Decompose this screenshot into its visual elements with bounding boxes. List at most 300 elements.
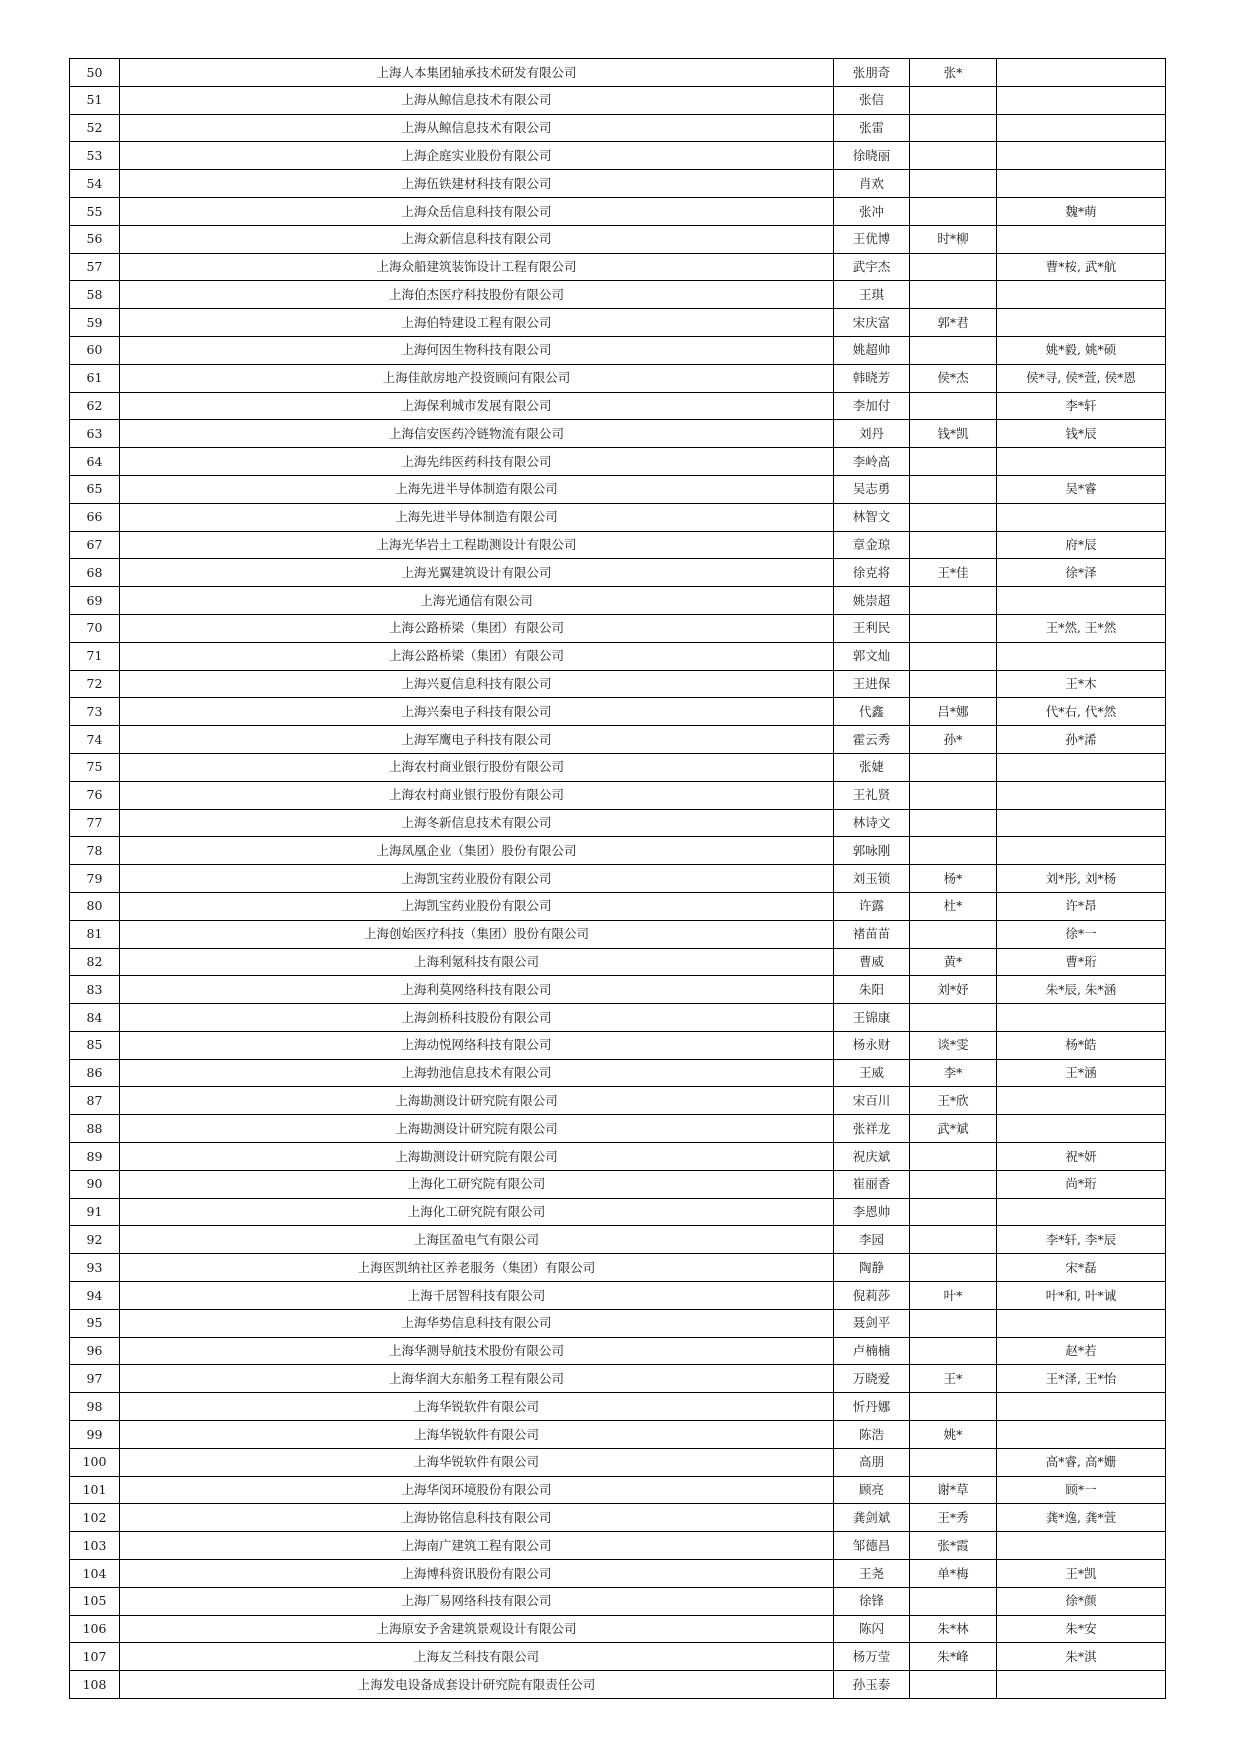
table-row <box>70 1615 1166 1643</box>
row-number: 53 <box>70 142 120 170</box>
table-row <box>70 948 1166 976</box>
row-number: 71 <box>70 642 120 670</box>
company-name: 上海先纬医药科技有限公司 <box>120 448 834 476</box>
spouse-name <box>910 1254 997 1282</box>
company-name: 上海人本集团轴承技术研发有限公司 <box>120 59 834 87</box>
children-names <box>997 59 1166 87</box>
row-number: 63 <box>70 420 120 448</box>
company-name: 上海勃池信息技术有限公司 <box>120 1059 834 1087</box>
row-number: 66 <box>70 503 120 531</box>
table-row <box>70 114 1166 142</box>
applicant-name: 祝庆斌 <box>834 1143 910 1171</box>
table-row <box>70 59 1166 87</box>
applicant-name: 崔丽香 <box>834 1170 910 1198</box>
applicant-name: 杨永财 <box>834 1031 910 1059</box>
company-name: 上海冬新信息技术有限公司 <box>120 809 834 837</box>
children-names: 吴*睿 <box>997 475 1166 503</box>
children-names: 李*轩, 李*辰 <box>997 1226 1166 1254</box>
company-name: 上海华闵环境股份有限公司 <box>120 1476 834 1504</box>
table-row <box>70 420 1166 448</box>
children-names: 王*涵 <box>997 1059 1166 1087</box>
table-row <box>70 1365 1166 1393</box>
spouse-name <box>910 1226 997 1254</box>
table-row <box>70 1087 1166 1115</box>
row-number: 102 <box>70 1504 120 1532</box>
spouse-name: 郭*君 <box>910 309 997 337</box>
company-name: 上海友兰科技有限公司 <box>120 1643 834 1671</box>
children-names: 许*昂 <box>997 892 1166 920</box>
table-row <box>70 1226 1166 1254</box>
company-name: 上海农村商业银行股份有限公司 <box>120 781 834 809</box>
spouse-name <box>910 281 997 309</box>
company-name: 上海从鲸信息技术有限公司 <box>120 86 834 114</box>
children-names: 朱*淇 <box>997 1643 1166 1671</box>
children-names: 曹*珩 <box>997 948 1166 976</box>
row-number: 51 <box>70 86 120 114</box>
children-names: 徐*一 <box>997 920 1166 948</box>
table-row <box>70 309 1166 337</box>
children-names <box>997 642 1166 670</box>
applicant-name: 吴志勇 <box>834 475 910 503</box>
children-names: 王*木 <box>997 670 1166 698</box>
company-name: 上海华势信息科技有限公司 <box>120 1309 834 1337</box>
company-name: 上海协铭信息科技有限公司 <box>120 1504 834 1532</box>
applicant-name: 王礼贤 <box>834 781 910 809</box>
applicant-name: 邹德昌 <box>834 1532 910 1560</box>
company-name: 上海伍铁建材科技有限公司 <box>120 170 834 198</box>
spouse-name <box>910 1143 997 1171</box>
children-names: 王*然, 王*然 <box>997 614 1166 642</box>
children-names <box>997 1309 1166 1337</box>
company-name: 上海华锐软件有限公司 <box>120 1448 834 1476</box>
applicant-name: 李恩帅 <box>834 1198 910 1226</box>
company-name: 上海信安医药冷链物流有限公司 <box>120 420 834 448</box>
spouse-name <box>910 1309 997 1337</box>
spouse-name: 谈*雯 <box>910 1031 997 1059</box>
table-row <box>70 170 1166 198</box>
applicant-name: 刘丹 <box>834 420 910 448</box>
applicant-name: 王进保 <box>834 670 910 698</box>
spouse-name: 黄* <box>910 948 997 976</box>
spouse-name: 单*梅 <box>910 1560 997 1588</box>
spouse-name <box>910 642 997 670</box>
table-row <box>70 1031 1166 1059</box>
company-name: 上海创始医疗科技（集团）股份有限公司 <box>120 920 834 948</box>
spouse-name: 侯*杰 <box>910 364 997 392</box>
row-number: 87 <box>70 1087 120 1115</box>
company-name: 上海剑桥科技股份有限公司 <box>120 1004 834 1032</box>
row-number: 99 <box>70 1421 120 1449</box>
table-row <box>70 475 1166 503</box>
applicant-name: 宋庆富 <box>834 309 910 337</box>
table-row <box>70 1421 1166 1449</box>
applicant-name: 龚剑斌 <box>834 1504 910 1532</box>
table-row <box>70 1504 1166 1532</box>
table-row <box>70 587 1166 615</box>
spouse-name: 朱*林 <box>910 1615 997 1643</box>
children-names: 府*辰 <box>997 531 1166 559</box>
row-number: 67 <box>70 531 120 559</box>
children-names <box>997 170 1166 198</box>
children-names <box>997 587 1166 615</box>
row-number: 85 <box>70 1031 120 1059</box>
applicant-name: 张祥龙 <box>834 1115 910 1143</box>
company-name: 上海光翼建筑设计有限公司 <box>120 559 834 587</box>
company-name: 上海千居智科技有限公司 <box>120 1282 834 1310</box>
applicant-name: 杨万莹 <box>834 1643 910 1671</box>
children-names <box>997 281 1166 309</box>
row-number: 100 <box>70 1448 120 1476</box>
table-row <box>70 1448 1166 1476</box>
spouse-name: 朱*峰 <box>910 1643 997 1671</box>
spouse-name <box>910 142 997 170</box>
row-number: 69 <box>70 587 120 615</box>
children-names <box>997 1671 1166 1699</box>
company-name: 上海佳歆房地产投资顾问有限公司 <box>120 364 834 392</box>
company-name: 上海公路桥梁（集团）有限公司 <box>120 614 834 642</box>
applicant-name: 朱阳 <box>834 976 910 1004</box>
row-number: 83 <box>70 976 120 1004</box>
spouse-name <box>910 1170 997 1198</box>
applicant-name: 倪莉莎 <box>834 1282 910 1310</box>
spouse-name: 谢*草 <box>910 1476 997 1504</box>
row-number: 108 <box>70 1671 120 1699</box>
spouse-name <box>910 253 997 281</box>
table-row <box>70 1643 1166 1671</box>
table-row <box>70 976 1166 1004</box>
children-names <box>997 1087 1166 1115</box>
table-row <box>70 1671 1166 1699</box>
children-names <box>997 837 1166 865</box>
applicant-name: 王尧 <box>834 1560 910 1588</box>
children-names: 朱*辰, 朱*涵 <box>997 976 1166 1004</box>
row-number: 95 <box>70 1309 120 1337</box>
row-number: 74 <box>70 726 120 754</box>
applicant-name: 郭咏刚 <box>834 837 910 865</box>
row-number: 78 <box>70 837 120 865</box>
row-number: 80 <box>70 892 120 920</box>
applicant-name: 许露 <box>834 892 910 920</box>
children-names <box>997 309 1166 337</box>
company-name: 上海博科资讯股份有限公司 <box>120 1560 834 1588</box>
row-number: 62 <box>70 392 120 420</box>
table-row <box>70 392 1166 420</box>
spouse-name: 杜* <box>910 892 997 920</box>
table-row <box>70 642 1166 670</box>
spouse-name <box>910 448 997 476</box>
children-names: 钱*辰 <box>997 420 1166 448</box>
spouse-name: 吕*娜 <box>910 698 997 726</box>
children-names <box>997 142 1166 170</box>
spouse-name <box>910 1004 997 1032</box>
applicant-name: 张朋奇 <box>834 59 910 87</box>
children-names: 徐*泽 <box>997 559 1166 587</box>
company-name: 上海发电设备成套设计研究院有限责任公司 <box>120 1671 834 1699</box>
table-row <box>70 531 1166 559</box>
row-number: 52 <box>70 114 120 142</box>
table-row <box>70 559 1166 587</box>
company-name: 上海光通信有限公司 <box>120 587 834 615</box>
spouse-name <box>910 531 997 559</box>
table-row <box>70 1059 1166 1087</box>
company-name: 上海动悦网络科技有限公司 <box>120 1031 834 1059</box>
spouse-name: 王*秀 <box>910 1504 997 1532</box>
row-number: 81 <box>70 920 120 948</box>
spouse-name <box>910 670 997 698</box>
spouse-name <box>910 1393 997 1421</box>
spouse-name: 武*斌 <box>910 1115 997 1143</box>
applicant-name: 高朋 <box>834 1448 910 1476</box>
spouse-name: 刘*妤 <box>910 976 997 1004</box>
children-names: 赵*若 <box>997 1337 1166 1365</box>
table-row <box>70 1254 1166 1282</box>
applicant-name: 忻丹娜 <box>834 1393 910 1421</box>
row-number: 97 <box>70 1365 120 1393</box>
applicant-name: 万晓爱 <box>834 1365 910 1393</box>
spouse-name: 王* <box>910 1365 997 1393</box>
applicant-name: 徐克将 <box>834 559 910 587</box>
row-number: 82 <box>70 948 120 976</box>
children-names: 李*轩 <box>997 392 1166 420</box>
children-names <box>997 1115 1166 1143</box>
company-name: 上海众新信息科技有限公司 <box>120 225 834 253</box>
applicant-name: 陈浩 <box>834 1421 910 1449</box>
row-number: 88 <box>70 1115 120 1143</box>
children-names: 高*睿, 高*姗 <box>997 1448 1166 1476</box>
spouse-name <box>910 1671 997 1699</box>
applicant-name: 张雷 <box>834 114 910 142</box>
applicant-name: 刘玉锁 <box>834 865 910 893</box>
table-row <box>70 1198 1166 1226</box>
children-names: 刘*彤, 刘*杨 <box>997 865 1166 893</box>
row-number: 105 <box>70 1587 120 1615</box>
applicant-name: 李岭高 <box>834 448 910 476</box>
applicant-name: 肖欢 <box>834 170 910 198</box>
company-name: 上海凯宝药业股份有限公司 <box>120 865 834 893</box>
children-names: 龚*逸, 龚*萱 <box>997 1504 1166 1532</box>
row-number: 61 <box>70 364 120 392</box>
company-name: 上海医凯纳社区养老服务（集团）有限公司 <box>120 1254 834 1282</box>
row-number: 91 <box>70 1198 120 1226</box>
company-name: 上海勘测设计研究院有限公司 <box>120 1115 834 1143</box>
table-row <box>70 698 1166 726</box>
company-name: 上海利氪科技有限公司 <box>120 948 834 976</box>
row-number: 93 <box>70 1254 120 1282</box>
table-row <box>70 1115 1166 1143</box>
row-number: 103 <box>70 1532 120 1560</box>
applicant-name: 徐晓丽 <box>834 142 910 170</box>
row-number: 98 <box>70 1393 120 1421</box>
company-name: 上海华润大东船务工程有限公司 <box>120 1365 834 1393</box>
row-number: 54 <box>70 170 120 198</box>
table-row <box>70 225 1166 253</box>
company-name: 上海企庭实业股份有限公司 <box>120 142 834 170</box>
spouse-name <box>910 197 997 225</box>
table-row <box>70 726 1166 754</box>
applicant-name: 聂剑平 <box>834 1309 910 1337</box>
table-row <box>70 253 1166 281</box>
row-number: 57 <box>70 253 120 281</box>
applicant-name: 林智文 <box>834 503 910 531</box>
children-names: 朱*安 <box>997 1615 1166 1643</box>
company-name: 上海众岳信息科技有限公司 <box>120 197 834 225</box>
children-names: 孙*浠 <box>997 726 1166 754</box>
applicant-name: 姚超帅 <box>834 336 910 364</box>
row-number: 60 <box>70 336 120 364</box>
applicant-name: 曹威 <box>834 948 910 976</box>
spouse-name: 王*佳 <box>910 559 997 587</box>
spouse-name: 时*柳 <box>910 225 997 253</box>
children-names: 侯*寻, 侯*萱, 侯*恩 <box>997 364 1166 392</box>
table-row <box>70 781 1166 809</box>
children-names: 曹*桉, 武*航 <box>997 253 1166 281</box>
company-name: 上海凯宝药业股份有限公司 <box>120 892 834 920</box>
children-names <box>997 1532 1166 1560</box>
children-names <box>997 1004 1166 1032</box>
applicant-name: 林诗文 <box>834 809 910 837</box>
table-row <box>70 1476 1166 1504</box>
children-names: 宋*磊 <box>997 1254 1166 1282</box>
table-row <box>70 1143 1166 1171</box>
table-row <box>70 1309 1166 1337</box>
spouse-name <box>910 753 997 781</box>
children-names: 徐*颜 <box>997 1587 1166 1615</box>
company-name: 上海军鹰电子科技有限公司 <box>120 726 834 754</box>
applicant-name: 张冲 <box>834 197 910 225</box>
applicant-name: 王琪 <box>834 281 910 309</box>
children-names <box>997 753 1166 781</box>
spouse-name <box>910 1198 997 1226</box>
children-names: 王*凯 <box>997 1560 1166 1588</box>
children-names: 祝*妍 <box>997 1143 1166 1171</box>
applicant-name: 霍云秀 <box>834 726 910 754</box>
table-row <box>70 1393 1166 1421</box>
applicant-name: 李加付 <box>834 392 910 420</box>
table-row <box>70 281 1166 309</box>
company-name: 上海何因生物科技有限公司 <box>120 336 834 364</box>
roster-table <box>69 58 1166 1699</box>
applicant-name: 王锦康 <box>834 1004 910 1032</box>
company-name: 上海农村商业银行股份有限公司 <box>120 753 834 781</box>
spouse-name <box>910 170 997 198</box>
applicant-name: 张婕 <box>834 753 910 781</box>
company-name: 上海厂易网络科技有限公司 <box>120 1587 834 1615</box>
children-names: 姚*毅, 姚*硕 <box>997 336 1166 364</box>
spouse-name: 孙* <box>910 726 997 754</box>
applicant-name: 孙玉泰 <box>834 1671 910 1699</box>
children-names <box>997 503 1166 531</box>
company-name: 上海保利城市发展有限公司 <box>120 392 834 420</box>
row-number: 75 <box>70 753 120 781</box>
applicant-name: 代鑫 <box>834 698 910 726</box>
row-number: 107 <box>70 1643 120 1671</box>
applicant-name: 武宇杰 <box>834 253 910 281</box>
row-number: 101 <box>70 1476 120 1504</box>
children-names: 杨*皓 <box>997 1031 1166 1059</box>
spouse-name: 钱*凯 <box>910 420 997 448</box>
table-row <box>70 1337 1166 1365</box>
company-name: 上海利莫网络科技有限公司 <box>120 976 834 1004</box>
company-name: 上海原安予舍建筑景观设计有限公司 <box>120 1615 834 1643</box>
company-name: 上海伯特建设工程有限公司 <box>120 309 834 337</box>
spouse-name <box>910 336 997 364</box>
spouse-name: 姚* <box>910 1421 997 1449</box>
table-row <box>70 503 1166 531</box>
spouse-name: 李* <box>910 1059 997 1087</box>
company-name: 上海华锐软件有限公司 <box>120 1421 834 1449</box>
children-names: 魏*萌 <box>997 197 1166 225</box>
applicant-name: 李园 <box>834 1226 910 1254</box>
row-number: 64 <box>70 448 120 476</box>
children-names <box>997 225 1166 253</box>
spouse-name <box>910 781 997 809</box>
applicant-name: 姚崇超 <box>834 587 910 615</box>
applicant-name: 王威 <box>834 1059 910 1087</box>
row-number: 94 <box>70 1282 120 1310</box>
company-name: 上海华测导航技术股份有限公司 <box>120 1337 834 1365</box>
company-name: 上海化工研究院有限公司 <box>120 1170 834 1198</box>
table-row <box>70 753 1166 781</box>
company-name: 上海凤凰企业（集团）股份有限公司 <box>120 837 834 865</box>
applicant-name: 褚苗苗 <box>834 920 910 948</box>
applicant-name: 王优博 <box>834 225 910 253</box>
children-names: 叶*和, 叶*诚 <box>997 1282 1166 1310</box>
table-row <box>70 1587 1166 1615</box>
applicant-name: 宋百川 <box>834 1087 910 1115</box>
table-row <box>70 920 1166 948</box>
spouse-name: 张*霞 <box>910 1532 997 1560</box>
row-number: 59 <box>70 309 120 337</box>
row-number: 70 <box>70 614 120 642</box>
children-names <box>997 448 1166 476</box>
applicant-name: 陶静 <box>834 1254 910 1282</box>
spouse-name <box>910 809 997 837</box>
company-name: 上海先进半导体制造有限公司 <box>120 503 834 531</box>
company-name: 上海匡盈电气有限公司 <box>120 1226 834 1254</box>
table-row <box>70 1532 1166 1560</box>
children-names <box>997 1421 1166 1449</box>
spouse-name <box>910 503 997 531</box>
row-number: 65 <box>70 475 120 503</box>
applicant-name: 顾亮 <box>834 1476 910 1504</box>
row-number: 68 <box>70 559 120 587</box>
spouse-name <box>910 1337 997 1365</box>
row-number: 86 <box>70 1059 120 1087</box>
spouse-name <box>910 614 997 642</box>
row-number: 76 <box>70 781 120 809</box>
applicant-name: 章金琼 <box>834 531 910 559</box>
applicant-name: 徐锋 <box>834 1587 910 1615</box>
company-name: 上海勘测设计研究院有限公司 <box>120 1087 834 1115</box>
row-number: 104 <box>70 1560 120 1588</box>
spouse-name <box>910 837 997 865</box>
company-name: 上海先进半导体制造有限公司 <box>120 475 834 503</box>
children-names: 顾*一 <box>997 1476 1166 1504</box>
spouse-name: 杨* <box>910 865 997 893</box>
spouse-name <box>910 1448 997 1476</box>
row-number: 73 <box>70 698 120 726</box>
spouse-name <box>910 920 997 948</box>
table-row <box>70 336 1166 364</box>
row-number: 55 <box>70 197 120 225</box>
row-number: 84 <box>70 1004 120 1032</box>
row-number: 56 <box>70 225 120 253</box>
applicant-name: 卢楠楠 <box>834 1337 910 1365</box>
table-row <box>70 142 1166 170</box>
row-number: 50 <box>70 59 120 87</box>
row-number: 106 <box>70 1615 120 1643</box>
row-number: 79 <box>70 865 120 893</box>
